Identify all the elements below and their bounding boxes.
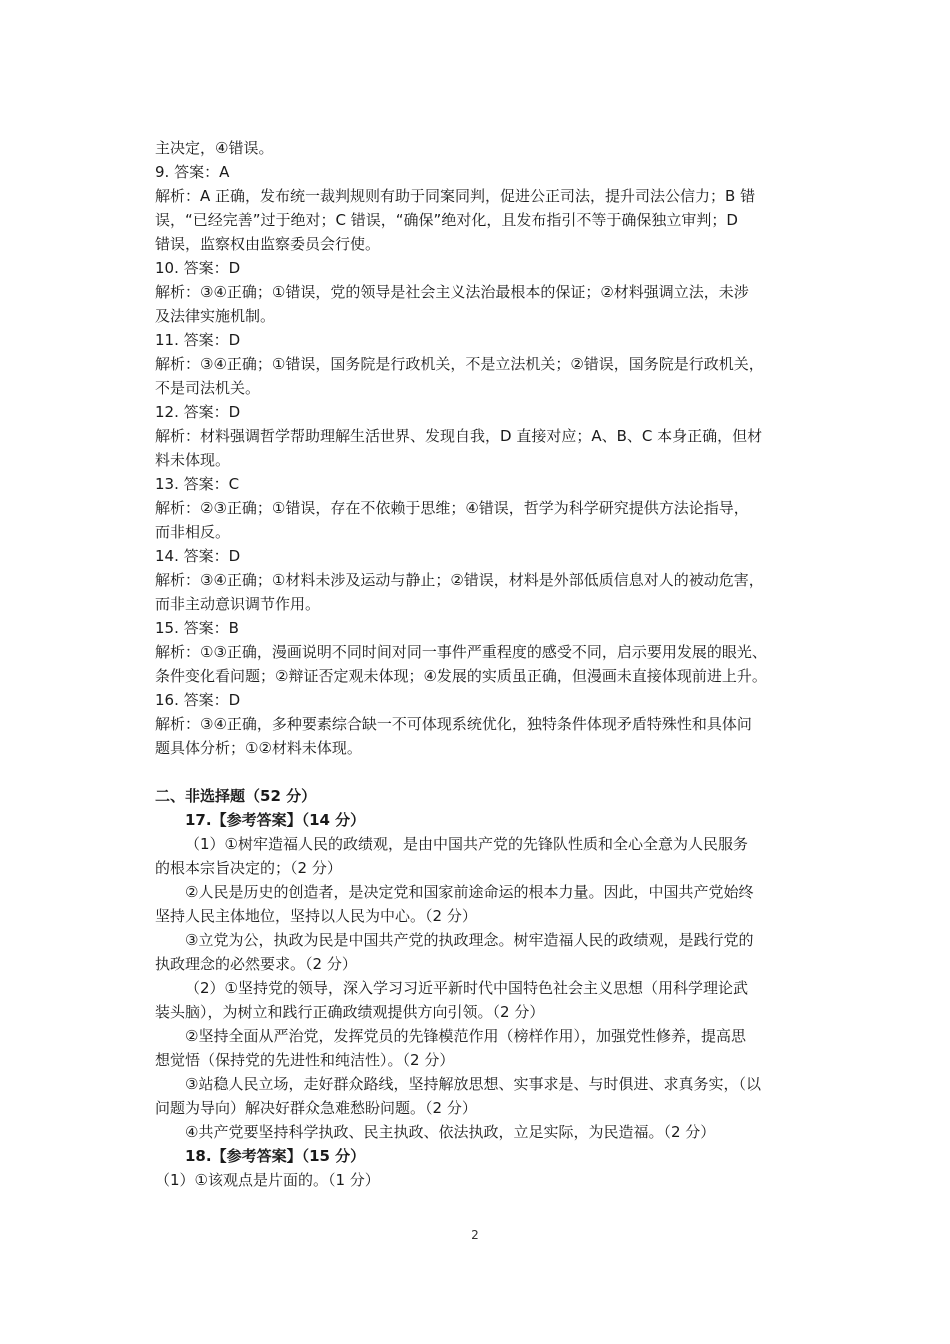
text-line: ②坚持全面从严治党，发挥党员的先锋模范作用（榜样作用），加强党性修养，提高思 [185, 1027, 746, 1045]
answer-9: 9. 答案：A [155, 163, 230, 181]
text-line: 解析：②③正确；①错误，存在不依赖于思维；④错误，哲学为科学研究提供方法论指导， [155, 499, 749, 517]
text-line: 错误，监察权由监察委员会行使。 [155, 235, 381, 253]
text-line: 不是司法机关。 [155, 379, 261, 397]
text-line: 料未体现。 [155, 451, 231, 469]
text-line: 坚持人民主体地位，坚持以人民为中心。（2 分） [155, 907, 477, 925]
answer-11: 11. 答案：D [155, 331, 241, 349]
answer-15: 15. 答案：B [155, 619, 239, 637]
question-18-heading: 18.【参考答案】（15 分） [185, 1147, 366, 1165]
text-line: ③站稳人民立场，走好群众路线，坚持解放思想、实事求是、与时俱进、求真务实，（以 [185, 1075, 761, 1093]
text-line: 而非相反。 [155, 523, 231, 541]
text-line: 而非主动意识调节作用。 [155, 595, 321, 613]
text-line: 解析：①③正确，漫画说明不同时间对同一事件严重程度的感受不同，启示要用发展的眼光、 [155, 643, 767, 661]
page-number: 2 [471, 1228, 479, 1242]
question-17-heading: 17.【参考答案】（14 分） [185, 811, 366, 829]
text-line: （1）①树牢造福人民的政绩观，是由中国共产党的先锋队性质和全心全意为人民服务 [185, 835, 748, 853]
text-line: ④共产党要坚持科学执政、民主执政、依法执政，立足实际，为民造福。（2 分） [185, 1123, 716, 1141]
section-heading: 二、非选择题（52 分） [155, 787, 317, 805]
text-line: 解析：③④正确；①错误，国务院是行政机关，不是立法机关；②错误，国务院是行政机关， [155, 355, 764, 373]
text-line: 解析：A 正确，发布统一裁判规则有助于同案同判，促进公正司法，提升司法公信力；B 错 [155, 187, 756, 205]
answer-13: 13. 答案：C [155, 475, 240, 493]
text-line: 执政理念的必然要求。（2 分） [155, 955, 357, 973]
answer-14: 14. 答案：D [155, 547, 241, 565]
text-line: （1）①该观点是片面的。（1 分） [155, 1171, 380, 1189]
text-line: （2）①坚持党的领导，深入学习习近平新时代中国特色社会主义思想（用科学理论武 [185, 979, 748, 997]
text-line: ②人民是历史的创造者，是决定党和国家前途命运的根本力量。因此，中国共产党始终 [185, 883, 754, 901]
answer-content [155, 136, 805, 1192]
text-line: 条件变化看问题；②辩证否定观未体现；④发展的实质虽正确，但漫画未直接体现前进上升。 [155, 667, 767, 685]
text-line: 问题为导向）解决好群众急难愁盼问题。（2 分） [155, 1099, 477, 1117]
text-line: 解析：③④正确；①错误，党的领导是社会主义法治最根本的保证；②材料强调立法，未涉 [155, 283, 749, 301]
answer-10: 10. 答案：D [155, 259, 241, 277]
text-line: 的根本宗旨决定的；（2 分） [155, 859, 342, 877]
text-line: 解析：材料强调哲学帮助理解生活世界、发现自我，D 直接对应；A、B、C 本身正确，但材 [155, 427, 763, 445]
text-line: 想觉悟（保持党的先进性和纯洁性）。（2 分） [155, 1051, 455, 1069]
text-line: 解析：③④正确，多种要素综合缺一不可体现系统优化，独特条件体现矛盾特殊性和具体问 [155, 715, 752, 733]
text-line: 及法律实施机制。 [155, 307, 276, 325]
text-line: 解析：③④正确；①材料未涉及运动与静止；②错误，材料是外部低质信息对人的被动危害， [155, 571, 764, 589]
text-line: 主决定，④错误。 [155, 139, 274, 157]
text-line: 误，“已经完善”过于绝对；C 错误，“确保”绝对化，且发布指引不等于确保独立审判；D [155, 211, 738, 229]
text-line: 题具体分析；①②材料未体现。 [155, 739, 362, 757]
answer-12: 12. 答案：D [155, 403, 241, 421]
text-line: 装头脑），为树立和践行正确政绩观提供方向引领。（2 分） [155, 1003, 545, 1021]
text-line: ③立党为公，执政为民是中国共产党的执政理念。树牢造福人民的政绩观，是践行党的 [185, 931, 754, 949]
answer-16: 16. 答案：D [155, 691, 241, 709]
